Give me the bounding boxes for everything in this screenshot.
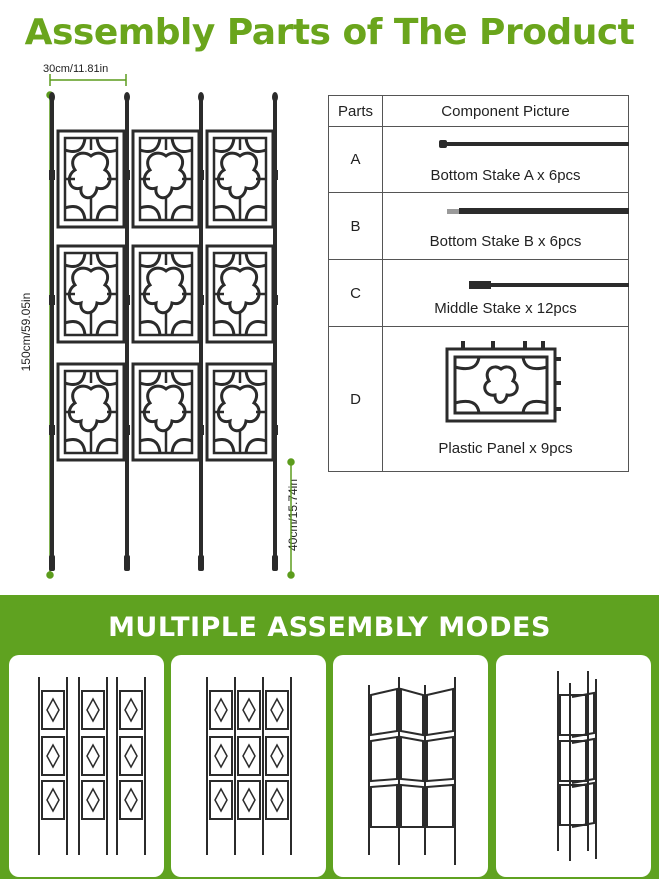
component-cell	[383, 327, 629, 472]
header-parts: Parts	[329, 96, 383, 127]
table-header-row	[329, 96, 629, 127]
component-label: Bottom Stake A x 6pcs	[430, 167, 581, 184]
page-title: Assembly Parts of The Product	[24, 12, 635, 53]
component-cell	[383, 127, 629, 193]
height-dimension-label: 150cm/59.05in	[19, 292, 33, 372]
component-label: Middle Stake x 12pcs	[434, 300, 577, 317]
component-label: Bottom Stake B x 6pcs	[429, 233, 582, 250]
mode-card-flat-joined	[171, 655, 326, 877]
component-cell	[383, 260, 629, 327]
part-id: D	[329, 327, 383, 472]
header-component-picture: Component Picture	[383, 96, 629, 127]
component-label: Plastic Panel x 9pcs	[438, 440, 573, 457]
parts-table	[328, 95, 629, 472]
table-row	[329, 127, 629, 193]
mode-illustration	[333, 655, 488, 877]
mode-card-column	[496, 655, 651, 877]
part-id: B	[329, 193, 383, 260]
mode-card-folding-screen	[333, 655, 488, 877]
mode-illustration	[496, 655, 651, 877]
component-cell	[383, 193, 629, 260]
mode-illustration	[9, 655, 164, 877]
width-dimension-label: 30cm/11.81in	[43, 63, 109, 75]
mode-card-flat-separated	[9, 655, 164, 877]
assembly-modes-title: MULTIPLE ASSEMBLY MODES	[108, 612, 551, 643]
table-row	[329, 327, 629, 472]
bottom-dimension-label: 40cm/15.74in	[286, 478, 300, 552]
table-row	[329, 260, 629, 327]
trellis-illustration	[0, 60, 300, 590]
part-id: A	[329, 127, 383, 193]
table-row	[329, 193, 629, 260]
part-id: C	[329, 260, 383, 327]
mode-illustration	[171, 655, 326, 877]
